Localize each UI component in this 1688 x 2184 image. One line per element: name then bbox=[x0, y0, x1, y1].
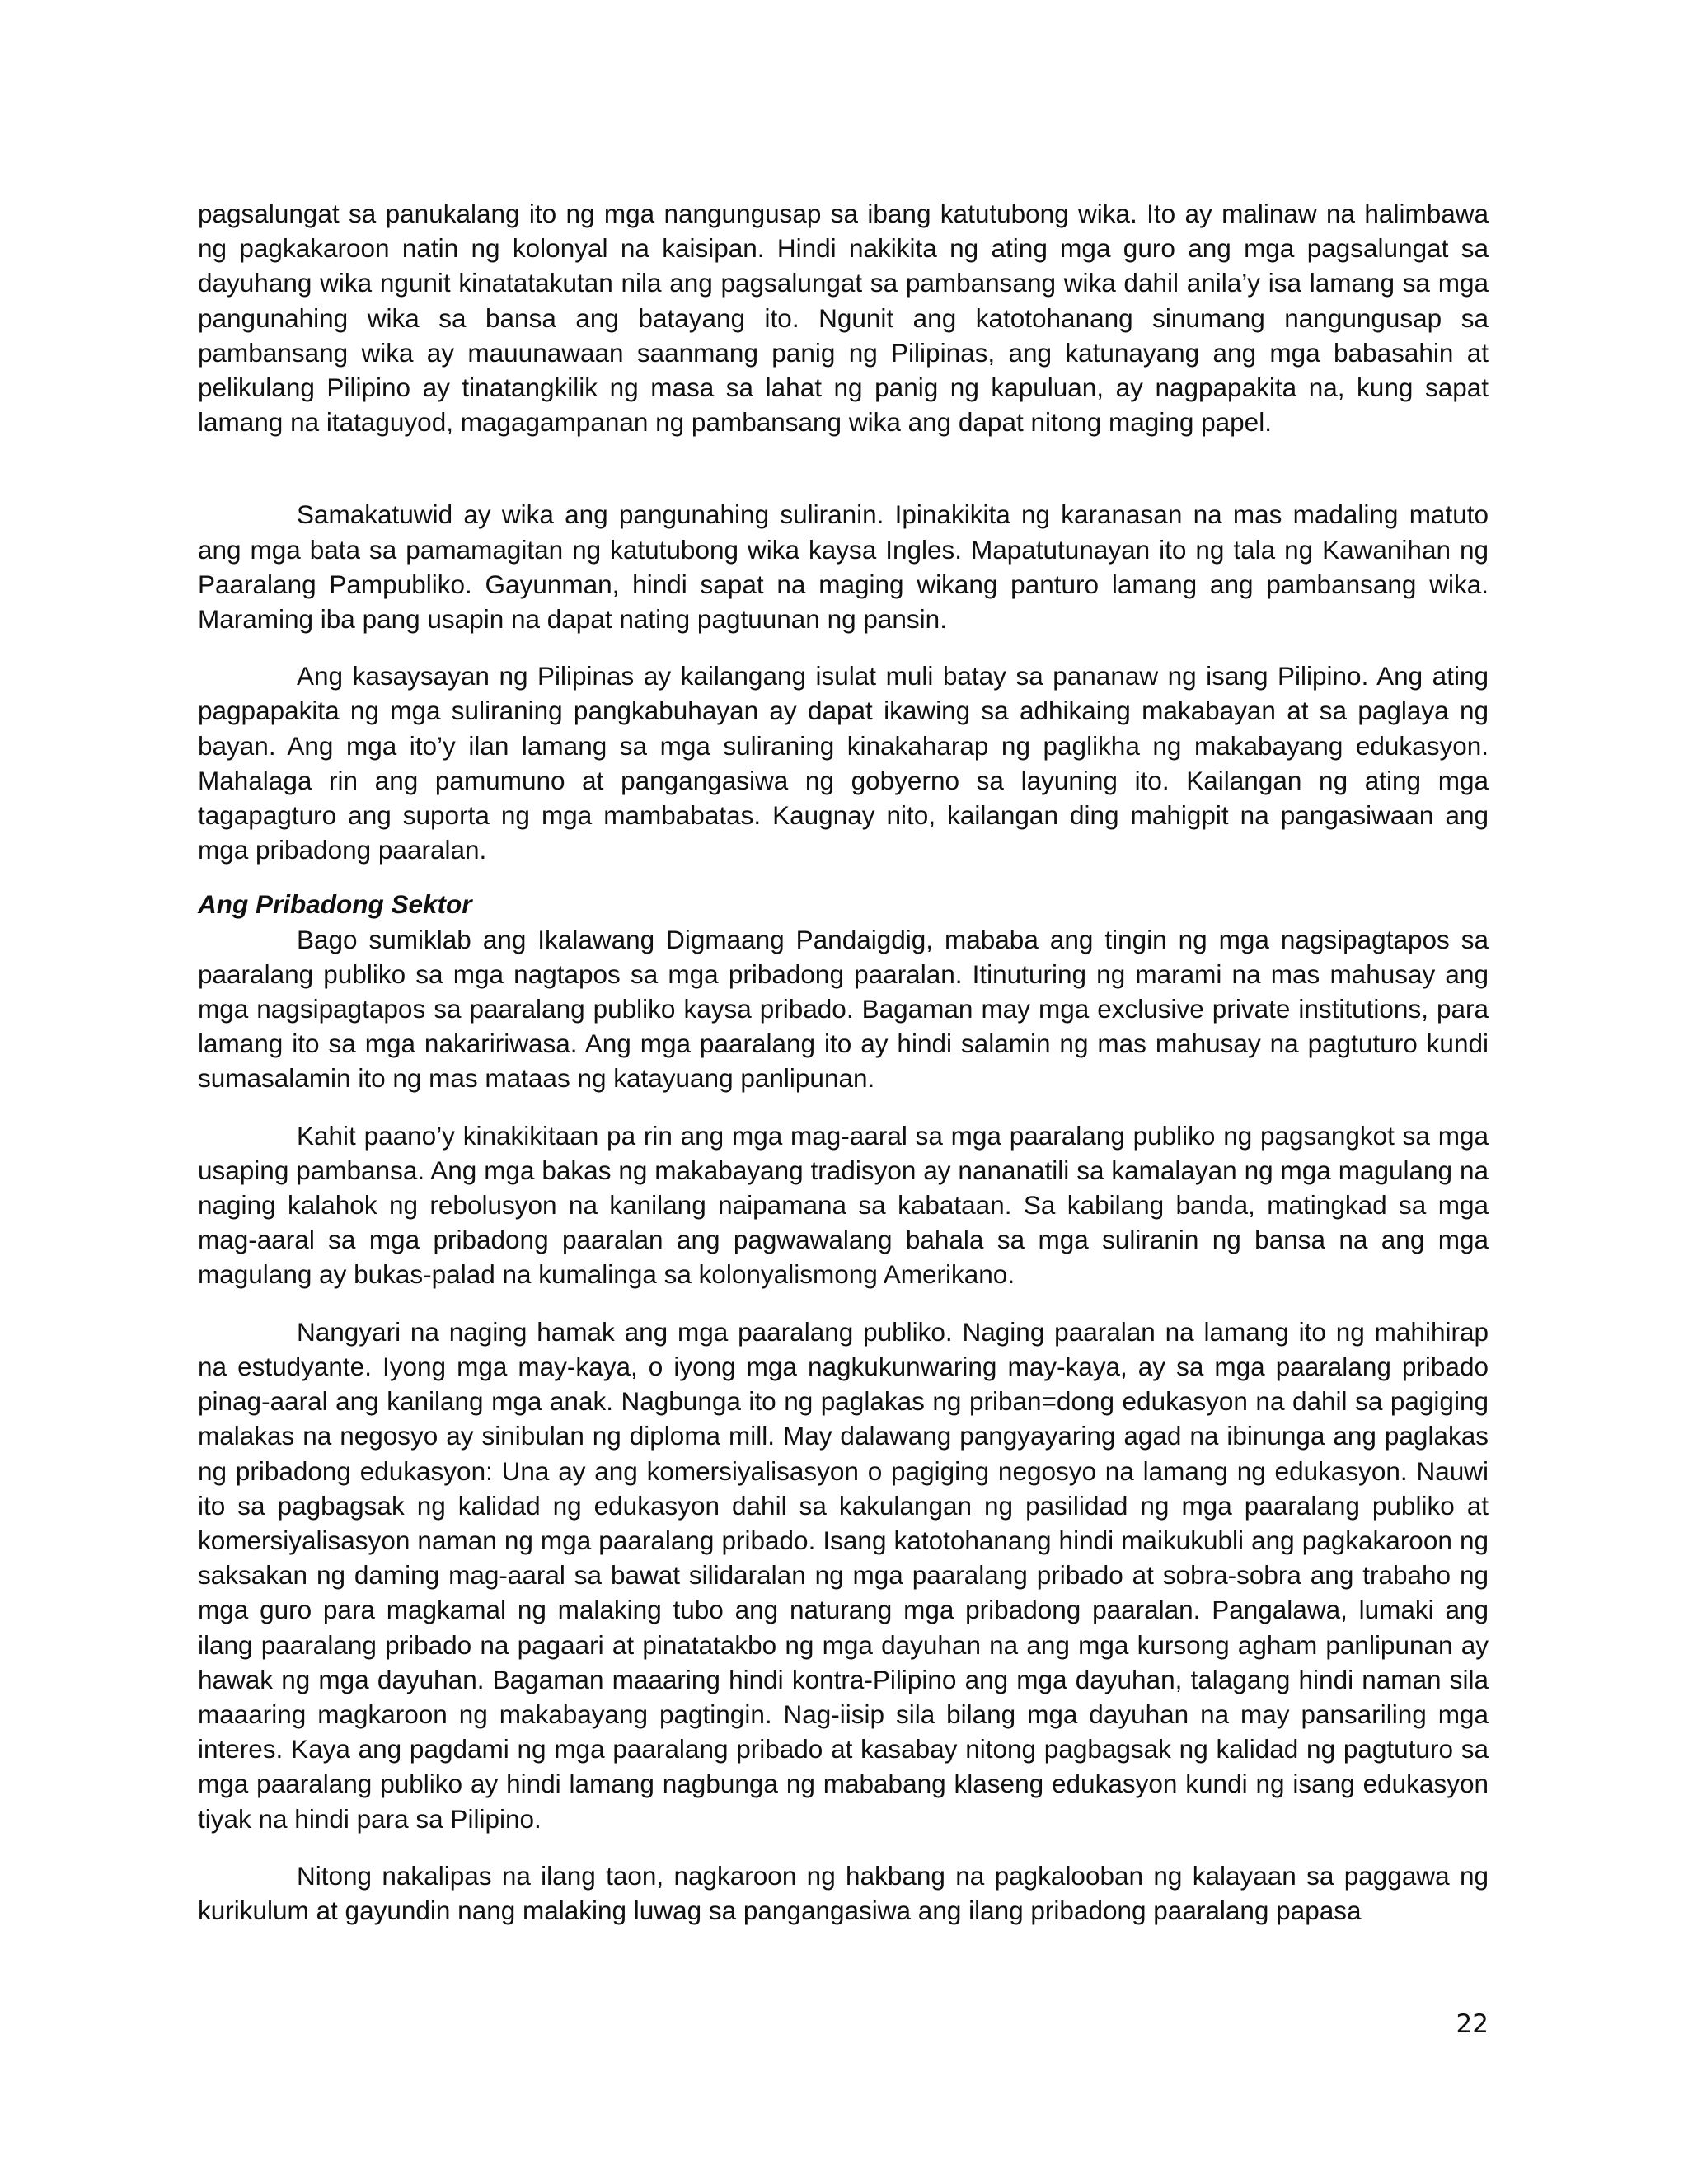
section-heading: Ang Pribadong Sektor bbox=[198, 889, 472, 920]
paragraph-wika-suliranin: Samakatuwid ay wika ang pangunahing suliranin. Ipinakikita ng karanasan na mas madaling matuto ang mga bata sa pamamagitan ng katutubong wika kaysa Ingles. Mapatutunayan ito ng tala ng Kawanihan ng Paaralang Pampubliko. Gayunman, hindi sapat na maging wikang panturo lamang ang pambansang wika. Maraming iba pang usapin na dapat nating pagtuunan ng pansin. bbox=[198, 499, 1489, 635]
page-body bbox=[198, 196, 1489, 1928]
paragraph-kasaysayan: Ang kasaysayan ng Pilipinas ay kailangang isulat muli batay sa pananaw ng isang Pilipino. Ang ating pagpapakita ng mga suliraning pangkabuhayan ay dapat ikawing sa adhikaing makabayan at sa paglaya ng bayan. Ang mga ito’y ilan lamang sa mga suliraning kinakaharap ng paglikha ng makabayang edukasyon. Mahalaga rin ang pamumuno at pangangasiwa ng gobyerno sa layuning ito. Kailangan ng ating mga tagapagturo ang suporta ng mga mambabatas. Kaugnay nito, kailangan ding mahigpit na pangasiwaan ang mga pribadong paaralan. bbox=[198, 661, 1489, 865]
paragraph-kahit-paano: Kahit paano’y kinakikitaan pa rin ang mga mag-aaral sa mga paaralang publiko ng pagsangkot sa mga usaping pambansa. Ang mga bakas ng makabayang tradisyon ay nananatili sa kamalayan ng mga magulang na naging kalahok ng rebolusyon na kanilang naipamana sa kabataan. Sa kabilang banda, matingkad sa mga mag-aaral sa mga pribadong paaralan ang pagwawalang bahala sa mga suliranin ng bansa na ang mga magulang ay bukas-palad na kumalinga sa kolonyalismong Amerikano. bbox=[198, 1120, 1489, 1290]
page-number: 22 bbox=[1456, 2009, 1489, 2039]
paragraph-bago-sumiklab: Bago sumiklab ang Ikalawang Digmaang Pandaigdig, mababa ang tingin ng mga nagsipagtapos sa paaralang publiko sa mga nagtapos sa mga pribadong paaralan. Itinuturing ng marami na mas mahusay ang mga nagsipagtapos sa paaralang publiko kaysa pribado. Bagaman may mga exclusive private institutions, para lamang ito sa mga nakaririwasa. Ang mga paaralang ito ay hindi salamin ng mas mahusay na pagtuturo kundi sumasalamin ito ng mas mataas ng katayuang panlipunan. bbox=[198, 924, 1489, 1094]
paragraph-continued: pagsalungat sa panukalang ito ng mga nangungusap sa ibang katutubong wika. Ito ay malinaw na halimbawa ng pagkakaroon natin ng kolonyal na kaisipan. Hindi nakikita ng ating mga guro ang mga pagsalungat sa dayuhang wika ngunit kinatatakutan nila ang pagsalungat sa pambansang wika dahil anila’y isa lamang sa mga pangunahing wika sa bansa ang batayang ito. Ngunit ang katotohanang sinumang nangungusap sa pambansang wika ay mauunawaan saanmang panig ng Pilipinas, ang katunayang ang mga babasahin at pelikulang Pilipino ay tinatangkilik ng masa sa lahat ng panig ng kapuluan, ay nagpapakita na, kung sapat lamang na itataguyod, magagampanan ng pambansang wika ang dapat nitong maging papel. bbox=[198, 199, 1489, 438]
paragraph-nitong-nakalipas: Nitong nakalipas na ilang taon, nagkaroon ng hakbang na pagkalooban ng kalayaan sa paggawa ng kurikulum at gayundin nang malaking luwag sa pangangasiwa ang ilang pribadong paaralang papasa bbox=[198, 1860, 1489, 1925]
paragraph-nangyari: Nangyari na naging hamak ang mga paaralang publiko. Naging paaralan na lamang ito ng mahihirap na estudyante. Iyong mga may-kaya, o iyong mga nagkukunwaring may-kaya, ay sa mga paaralang pribado pinag-aaral ang kanilang mga anak. Nagbunga ito ng paglakas ng priban=dong edukasyon na dahil sa pagiging malakas na negosyo ay sinibulan ng diploma mill. May dalawang pangyayaring agad na ibinunga ang paglakas ng pribadong edukasyon: Una ay ang komersiyalisasyon o pagiging negosyo na lamang ng edukasyon. Nauwi ito sa pagbagsak ng kalidad ng edukasyon dahil sa kakulangan ng pasilidad ng mga paaralang publiko at komersiyalisasyon naman ng mga paaralang pribado. Isang katotohanang hindi maikukubli ang pagkakaroon ng saksakan ng daming mag-aaral sa bawat silidaralan ng mga paaralang pribado at sobra-sobra ang trabaho ng mga guro para magkamal ng malaking tubo ang naturang mga pribadong paaralan. Pangalawa, lumaki ang ilang paaralang pribado na pagaari at pinatatakbo ng mga dayuhan na ang mga kursong agham panlipunan ay hawak ng mga dayuhan. Bagaman maaaring hindi kontra-Pilipino ang mga dayuhan, talagang hindi naman sila maaaring magkaroon ng makabayang pagtingin. Nag-iisip sila bilang mga dayuhan na may pansariling mga interes. Kaya ang pagdami ng mga paaralang pribado at kasabay nitong pagbagsak ng kalidad ng pagtuturo sa mga paaralang publiko ay hindi lamang nagbunga ng mababang klaseng edukasyon kundi ng isang edukasyon tiyak na hindi para sa Pilipino. bbox=[198, 1316, 1489, 1834]
